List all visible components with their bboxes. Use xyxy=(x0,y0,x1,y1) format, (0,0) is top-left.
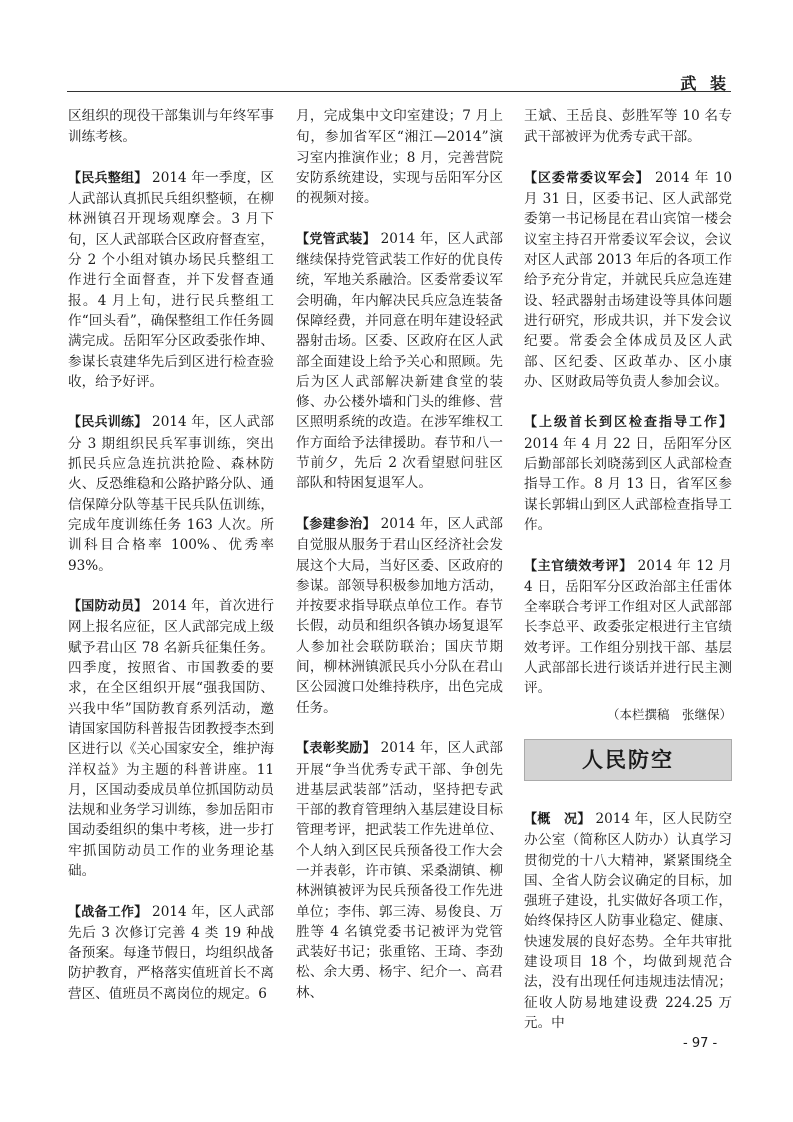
para-text: 王斌、王岳良、彭胜军等 10 名专武干部被评为优秀专武干部。 xyxy=(524,108,732,146)
page-number: - 97 - xyxy=(683,1036,718,1051)
column-1 xyxy=(68,106,274,1024)
section-banner: 人民防空 xyxy=(524,739,732,781)
paragraph xyxy=(68,106,274,148)
para-heading: 【上级首长到区检查指导工作】 xyxy=(524,415,732,431)
para-heading: 【概 况】 xyxy=(524,811,591,827)
byline: （本栏撰稿 张继保） xyxy=(606,706,732,722)
para-heading: 【区委常委议军会】 xyxy=(524,170,650,186)
column-3 xyxy=(524,106,732,1053)
para-text: 2014 年，区人武部开展“争当优秀专武干部、争创先进基层武装部”活动，坚持把专武干部的教育管理纳入基层建设目标管理考评，把武装工作先进单位、个人纳入到区民兵预备役工作大会一并表彰，许市镇、采桑湖镇、柳林洲镇被评为民兵预备役工作先进单位；李伟、郭三涛、易俊良、万胜等 4 名镇党委书记被评为党管武装好书记；张重铭、王琦、李劲松、余大勇、杨宇、纪介一、高君林、 xyxy=(296,740,503,1001)
para-heading: 【党管武装】 xyxy=(296,231,376,247)
para-heading: 【主官绩效考评】 xyxy=(524,558,633,574)
paragraph xyxy=(68,168,274,392)
para-text: 2014 年 12 月 4 日，岳阳军分区政治部主任雷体全率联合考评工作组对区人武部部长李总平、政委张定根进行主官绩效考评。工作组分别找干部、基层人武部部长进行谈话并进行民主测评。 xyxy=(524,557,732,697)
paragraph xyxy=(524,556,732,699)
paragraph xyxy=(524,106,732,148)
para-text: 月，完成集中文印室建设；7 月上旬，参加省军区“湘江—2014”演习室内推演作业；8 月，完善营院安防系统建设，实现与岳阳军分区的视频对接。 xyxy=(296,108,503,207)
paragraph xyxy=(68,596,274,881)
para-text: 2014 年，区人武部继续保持党管武装工作好的优良传统，军地关系融洽。区委常委议军会明确，年内解决民兵应急连装备保障经费，并同意在明年建设轻武器射击场。区委、区政府在区人武部全面建设上给予关心和照顾。先后为区人武部解决新建食堂的装修、办公楼外墙和门头的维修、营区照明系统的改造。在涉军维权工作方面给予法律援助。春节和八一节前夕，先后 2 次看望慰问驻区部队和特困复退军人。 xyxy=(296,230,503,492)
para-text: 区组织的现役干部集训与年终军事训练考核。 xyxy=(68,108,274,146)
para-text: 2014 年 10 月 31 日，区委书记、区人武部党委第一书记杨昆在君山宾馆一楼会议室主持召开常委议军会议，会议对区人武部 2013 年后的各项工作给予充分肯定，并就民兵应急连建设、轻武器射击场建设等具体问题进行研究，形成共识，并下发会议纪要。常委会全体成员及区人武部、区纪委、区政革办、区小康办、区财政局等负责人参加会议。 xyxy=(524,169,732,390)
para-text: 2014 年，区人武部分 3 期组织民兵军事训练，突出抓民兵应急连抗洪抢险、森林防火、反恐维稳和公路护路分队、通信保障分队等基干民兵队伍训练，完成年度训练任务 163 人次。所训科目合格率 100%、优秀率 93%。 xyxy=(68,414,274,574)
para-text: 2014 年 4 月 22 日，岳阳军分区后勤部部长刘晓荡到区人武部检查指导工作。8 月 13 日，省军区参谋长郭辑山到区人武部检查指导工作。 xyxy=(524,435,732,533)
para-text: 2014 年，区人武部先后 3 次修订完善 4 类 19 种战备预案。每逢节假日，均组织战备防护教育，严格落实值班首长不离营区、值班员不离岗位的规定。6 xyxy=(68,903,274,1002)
paragraph xyxy=(524,809,732,1033)
paragraph xyxy=(296,106,503,208)
para-text: 2014 年，区人武部自觉服从服务于君山区经济社会发展这个大局，当好区委、区政府的参谋。部领导积极参加地方活动，并按要求指导联点单位工作。春节长假，动员和组织各镇办场复退军人参加社会联防联治；国庆节期间，柳林洲镇派民兵小分队在君山区公园渡口处维持秩序，出色完成任务。 xyxy=(296,515,503,716)
para-text: 2014 年，首次进行网上报名应征，区人武部完成上级赋予君山区 78 名新兵征集任务。四季度，按照省、市国教委的要求，在全区组织开展“强我国防、兴我中华”国防教育系列活动，邀请国家国防科普报告团教授李杰到区进行以《关心国家安全，维护海洋权益》为主题的科普讲座。11 月，区国动委成员单位抓国防动员法规和业务学习训练，参加岳阳市国动委组织的集中考核，进一步打牢抓国防动员工作的业务理论基础。 xyxy=(68,598,274,879)
section-label: 武 装 xyxy=(680,74,730,93)
para-heading: 【民兵训练】 xyxy=(68,415,148,431)
column-2 xyxy=(296,106,503,1023)
para-text: 2014 年，区人民防空办公室（简称区人防办）认真学习贯彻党的十八大精神，紧紧围绕全国、全省人防会议确定的目标，加强班子建设，扎实做好各项工作，始终保持区人防事业稳定、健康、快速发展的良好态势。全年共审批建设项目 18 个，均做到规范合法，没有出现任何违规违法情况；征收人防易地建设费 224.25 万元。中 xyxy=(524,810,732,1031)
paragraph xyxy=(296,229,503,494)
para-heading: 【战备工作】 xyxy=(68,904,148,920)
paragraph xyxy=(524,412,732,535)
paragraph xyxy=(524,168,732,392)
para-heading: 【参建参治】 xyxy=(296,516,376,532)
paragraph xyxy=(68,412,274,575)
para-text: 2014 年一季度，区人武部认真抓民兵组织整顿，在柳林洲镇召开现场观摩会。3 月下旬，区人武部联合区政府督查室，分 2 个小组对镇办场民兵整组工作进行全面督查，并下发督查通报。4 月上旬，进行民兵整组工作“回头看”，确保整组工作任务圆满完成。岳阳军分区政委张作坤、参谋长袁建华先后到区进行检查验收，给予好评。 xyxy=(68,169,274,390)
para-heading: 【民兵整组】 xyxy=(68,170,148,186)
paragraph xyxy=(296,514,503,718)
para-heading: 【表彰奖励】 xyxy=(296,741,376,757)
top-rule xyxy=(67,91,731,92)
paragraph xyxy=(68,902,274,1004)
paragraph xyxy=(296,738,503,1003)
para-heading: 【国防动员】 xyxy=(68,599,148,615)
